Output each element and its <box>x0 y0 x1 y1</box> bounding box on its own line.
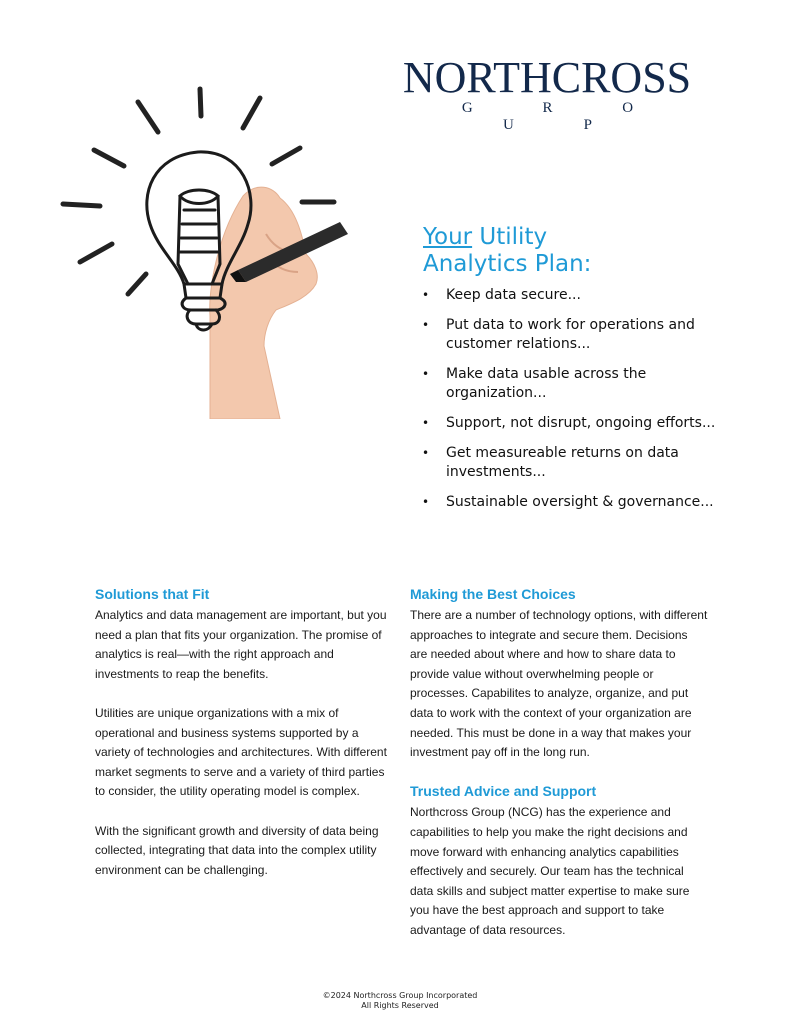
left-column <box>95 585 393 900</box>
rights-text: All Rights Reserved <box>361 1001 439 1010</box>
heading-trusted-advice: Trusted Advice and Support <box>410 783 597 800</box>
plan-item: • Keep data secure... <box>422 286 722 305</box>
plan-item: • Sustainable oversight & governance... <box>422 493 722 512</box>
plan-title-underlined: Your <box>423 224 473 250</box>
plan-title-line2: Analytics Plan: <box>423 251 592 277</box>
logo-subtitle: G R O U P <box>461 100 667 133</box>
right-paragraph-1: There are a number of technology options, with different approaches to integrate and secure them. Decisions are needed about where and how to share data to provide value without overwhelming people or processes. Capabilites to analyze, organize, and put data to work with the context of your organization are needed. This must be done in a way that makes your investment pay off in the long run. <box>410 608 708 760</box>
lightbulb-hand-illustration <box>58 84 358 419</box>
plan-item: • Make data usable across the organization... <box>422 365 722 403</box>
right-paragraph-2: Northcross Group (NCG) has the experience and capabilities to help you make the right decisions and move forward with enhancing analytics capabilities effectively and securely. Our team has the technical data skills and subject matter expertise to make sure you have the best approach and support to take advantage of data resources. <box>410 805 690 937</box>
left-paragraph-3: With the significant growth and diversity of data being collected, integrating that data into the complex utility environment can be challenging. <box>95 823 379 877</box>
company-logo <box>392 53 702 134</box>
plan-item: • Put data to work for operations and customer relations... <box>422 316 722 354</box>
heading-best-choices: Making the Best Choices <box>410 586 576 602</box>
left-paragraph-1: Analytics and data management are important, but you need a plan that fits your organization. The promise of analytics is real—with the right approach and investments to reap the benefits. <box>95 608 387 681</box>
plan-title <box>423 224 591 278</box>
left-paragraph-2: Utilities are unique organizations with a mix of operational and business systems supported by a variety of technologies and architectures. With different market segments to serve and a variety of third parties to consider, the utility operating model is complex. <box>95 705 387 799</box>
copyright-text: ©2024 Northcross Group Incorporated <box>322 991 478 1000</box>
logo-wordmark: NORTHCROSS <box>402 53 692 102</box>
plan-item: • Support, not disrupt, ongoing efforts... <box>422 414 722 433</box>
plan-title-rest: Utility <box>472 224 548 250</box>
right-column <box>410 585 708 960</box>
plan-item: • Get measureable returns on data investments... <box>422 444 722 482</box>
plan-bullet-list <box>422 286 722 523</box>
heading-solutions: Solutions that Fit <box>95 586 210 602</box>
footer <box>0 991 800 1011</box>
